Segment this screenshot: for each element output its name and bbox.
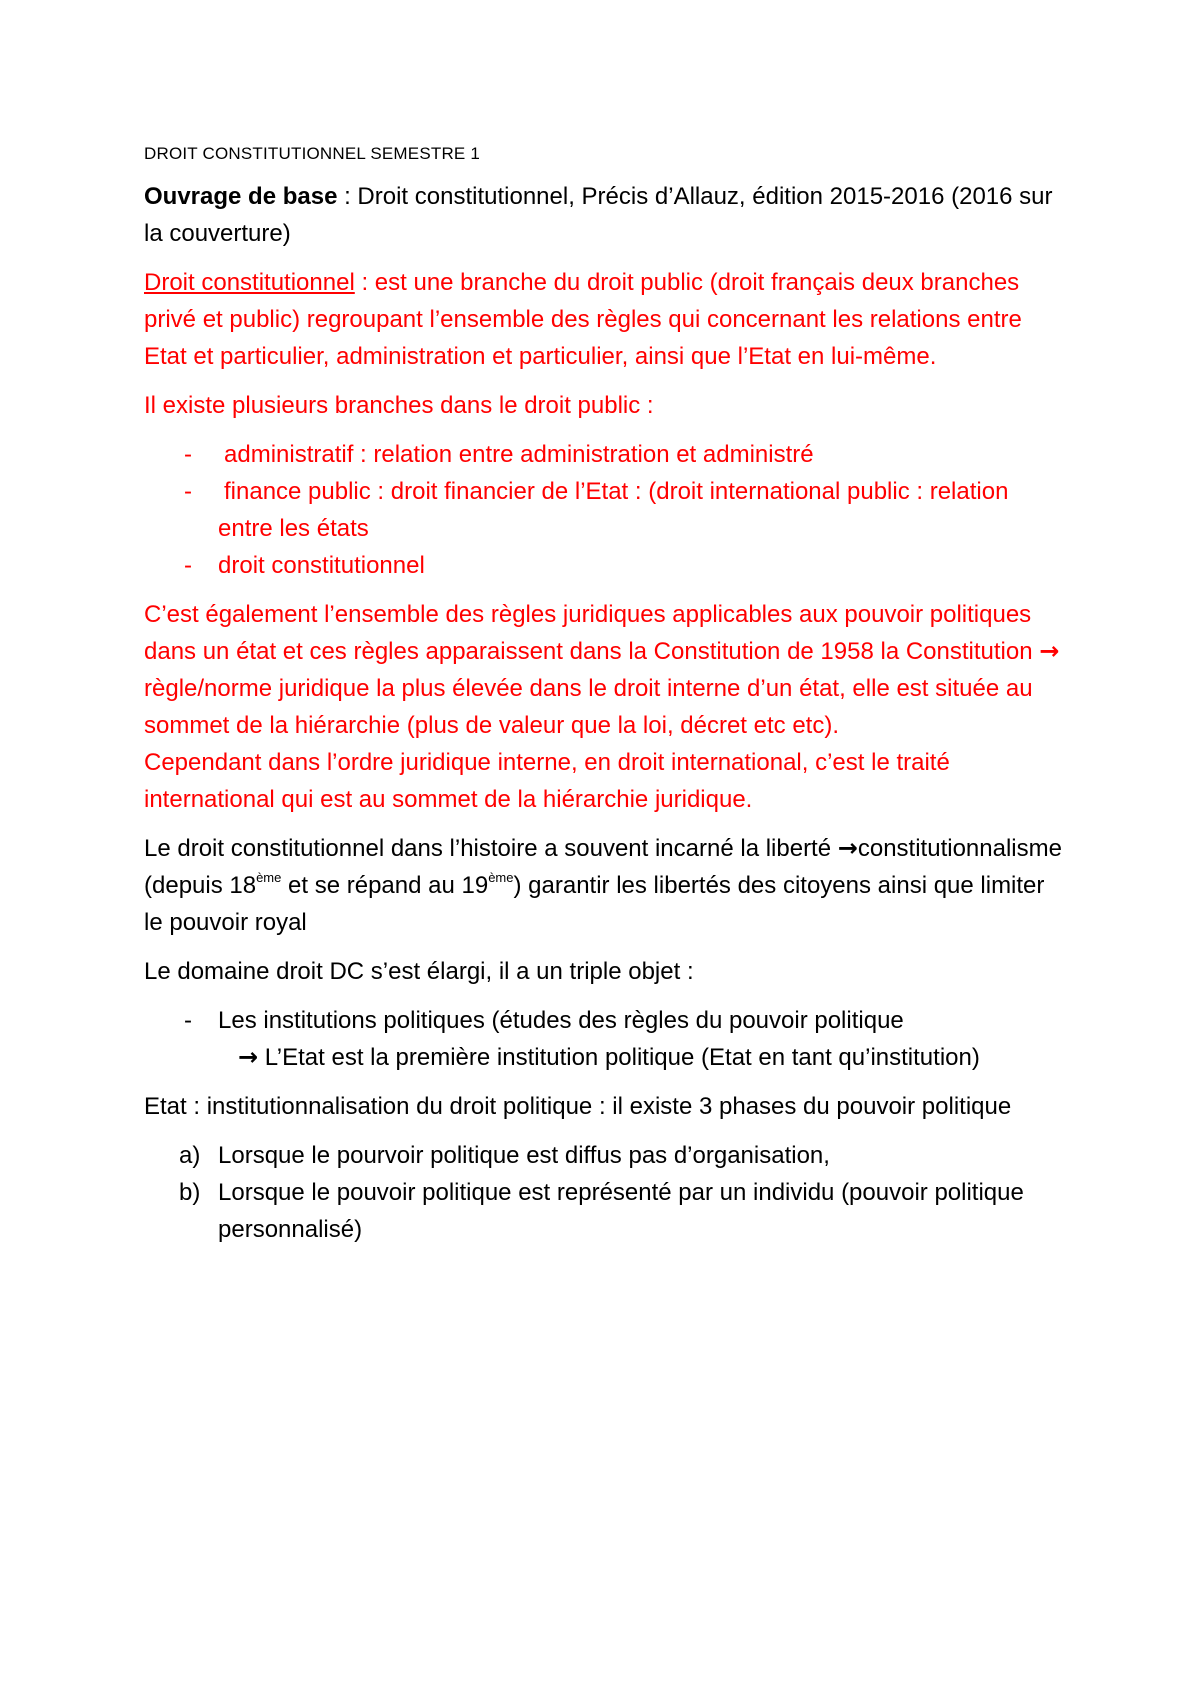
histoire-text-3: et se répand au 19 [281, 872, 489, 899]
regles-text-1: C’est également l’ensemble des règles juridiques applicables aux pouvoir politiques dans un état et ces règles apparaissent dans la Constitution de 1958 la Constitution [144, 601, 1040, 665]
dash-marker: - [184, 552, 192, 579]
list-item [144, 473, 1064, 547]
list-item-sub [144, 1039, 1064, 1076]
domaine-intro: Le domaine droit DC s’est élargi, il a un triple objet : [144, 958, 694, 985]
histoire-text-1: Le droit constitutionnel dans l’histoire a souvent incarné la liberté [144, 835, 838, 862]
list-item-text: finance public : droit financier de l’Etat : (droit international public : relation entre les états [218, 478, 1009, 542]
arrow-right-icon: → [238, 1043, 259, 1071]
ouvrage-paragraph [144, 178, 1064, 252]
dash-marker: - [184, 441, 192, 468]
etat-list [144, 1137, 1064, 1248]
arrow-right-icon: → [837, 834, 858, 862]
list-item-text: Lorsque le pourvoir politique est diffus pas d’organisation, [218, 1142, 830, 1169]
alpha-marker: b) [179, 1179, 201, 1206]
arrow-right-icon: → [1039, 637, 1060, 665]
superscript: ème [488, 870, 514, 885]
etat-intro: Etat : institutionnalisation du droit politique : il existe 3 phases du pouvoir politique [144, 1093, 1012, 1120]
list-item [144, 1002, 1064, 1039]
regles-paragraph [144, 596, 1064, 744]
regles-text-2: règle/norme juridique la plus élevée dans le droit interne d’un état, elle est située au sommet de la hiérarchie (plus de valeur que la loi, décret etc etc). [144, 675, 1033, 739]
dash-marker: - [184, 478, 192, 505]
ouvrage-text: : Droit constitutionnel, Précis d’Allauz, édition 2015-2016 (2016 sur la couverture) [144, 183, 1053, 247]
list-item-text: Les institutions politiques (études des règles du pouvoir politique [218, 1007, 904, 1034]
list-item-text: administratif : relation entre administration et administré [224, 441, 814, 468]
list-item [144, 1174, 1064, 1248]
histoire-text-2: constitutionnalisme (depuis 18 [144, 835, 1062, 899]
ouvrage-label: Ouvrage de base [144, 183, 338, 210]
alpha-marker: a) [179, 1142, 201, 1169]
document-content [144, 140, 1064, 1260]
definition-paragraph [144, 264, 1064, 375]
cependant-paragraph: Cependant dans l’ordre juridique interne, en droit international, c’est le traité international qui est au sommet de la hiérarchie juridique. [144, 749, 950, 813]
list-item-text: Lorsque le pouvoir politique est représenté par un individu (pouvoir politique personnalisé) [218, 1179, 1024, 1243]
list-item [144, 1137, 1064, 1174]
list-item [144, 436, 1064, 473]
list-item [144, 547, 1064, 584]
branches-intro: Il existe plusieurs branches dans le droit public : [144, 392, 654, 419]
list-item-text: L’Etat est la première institution politique (Etat en tant qu’institution) [258, 1044, 980, 1071]
histoire-paragraph [144, 830, 1064, 941]
domaine-list [144, 1002, 1064, 1076]
definition-term: Droit constitutionnel [144, 269, 355, 296]
dash-marker: - [184, 1007, 192, 1034]
histoire-text-4: ) garantir les libertés des citoyens ainsi que limiter le pouvoir royal [144, 872, 1045, 936]
list-item-text: droit constitutionnel [218, 552, 425, 579]
document-title: DROIT CONSTITUTIONNEL SEMESTRE 1 [144, 144, 481, 163]
superscript: ème [256, 870, 282, 885]
definition-text: : est une branche du droit public (droit français deux branches privé et public) regroupant l’ensemble des règles qui concernant les relations entre Etat et particulier, administration et particulier, ainsi que l’Etat en lui-même. [144, 269, 1022, 370]
branches-list [144, 436, 1064, 584]
